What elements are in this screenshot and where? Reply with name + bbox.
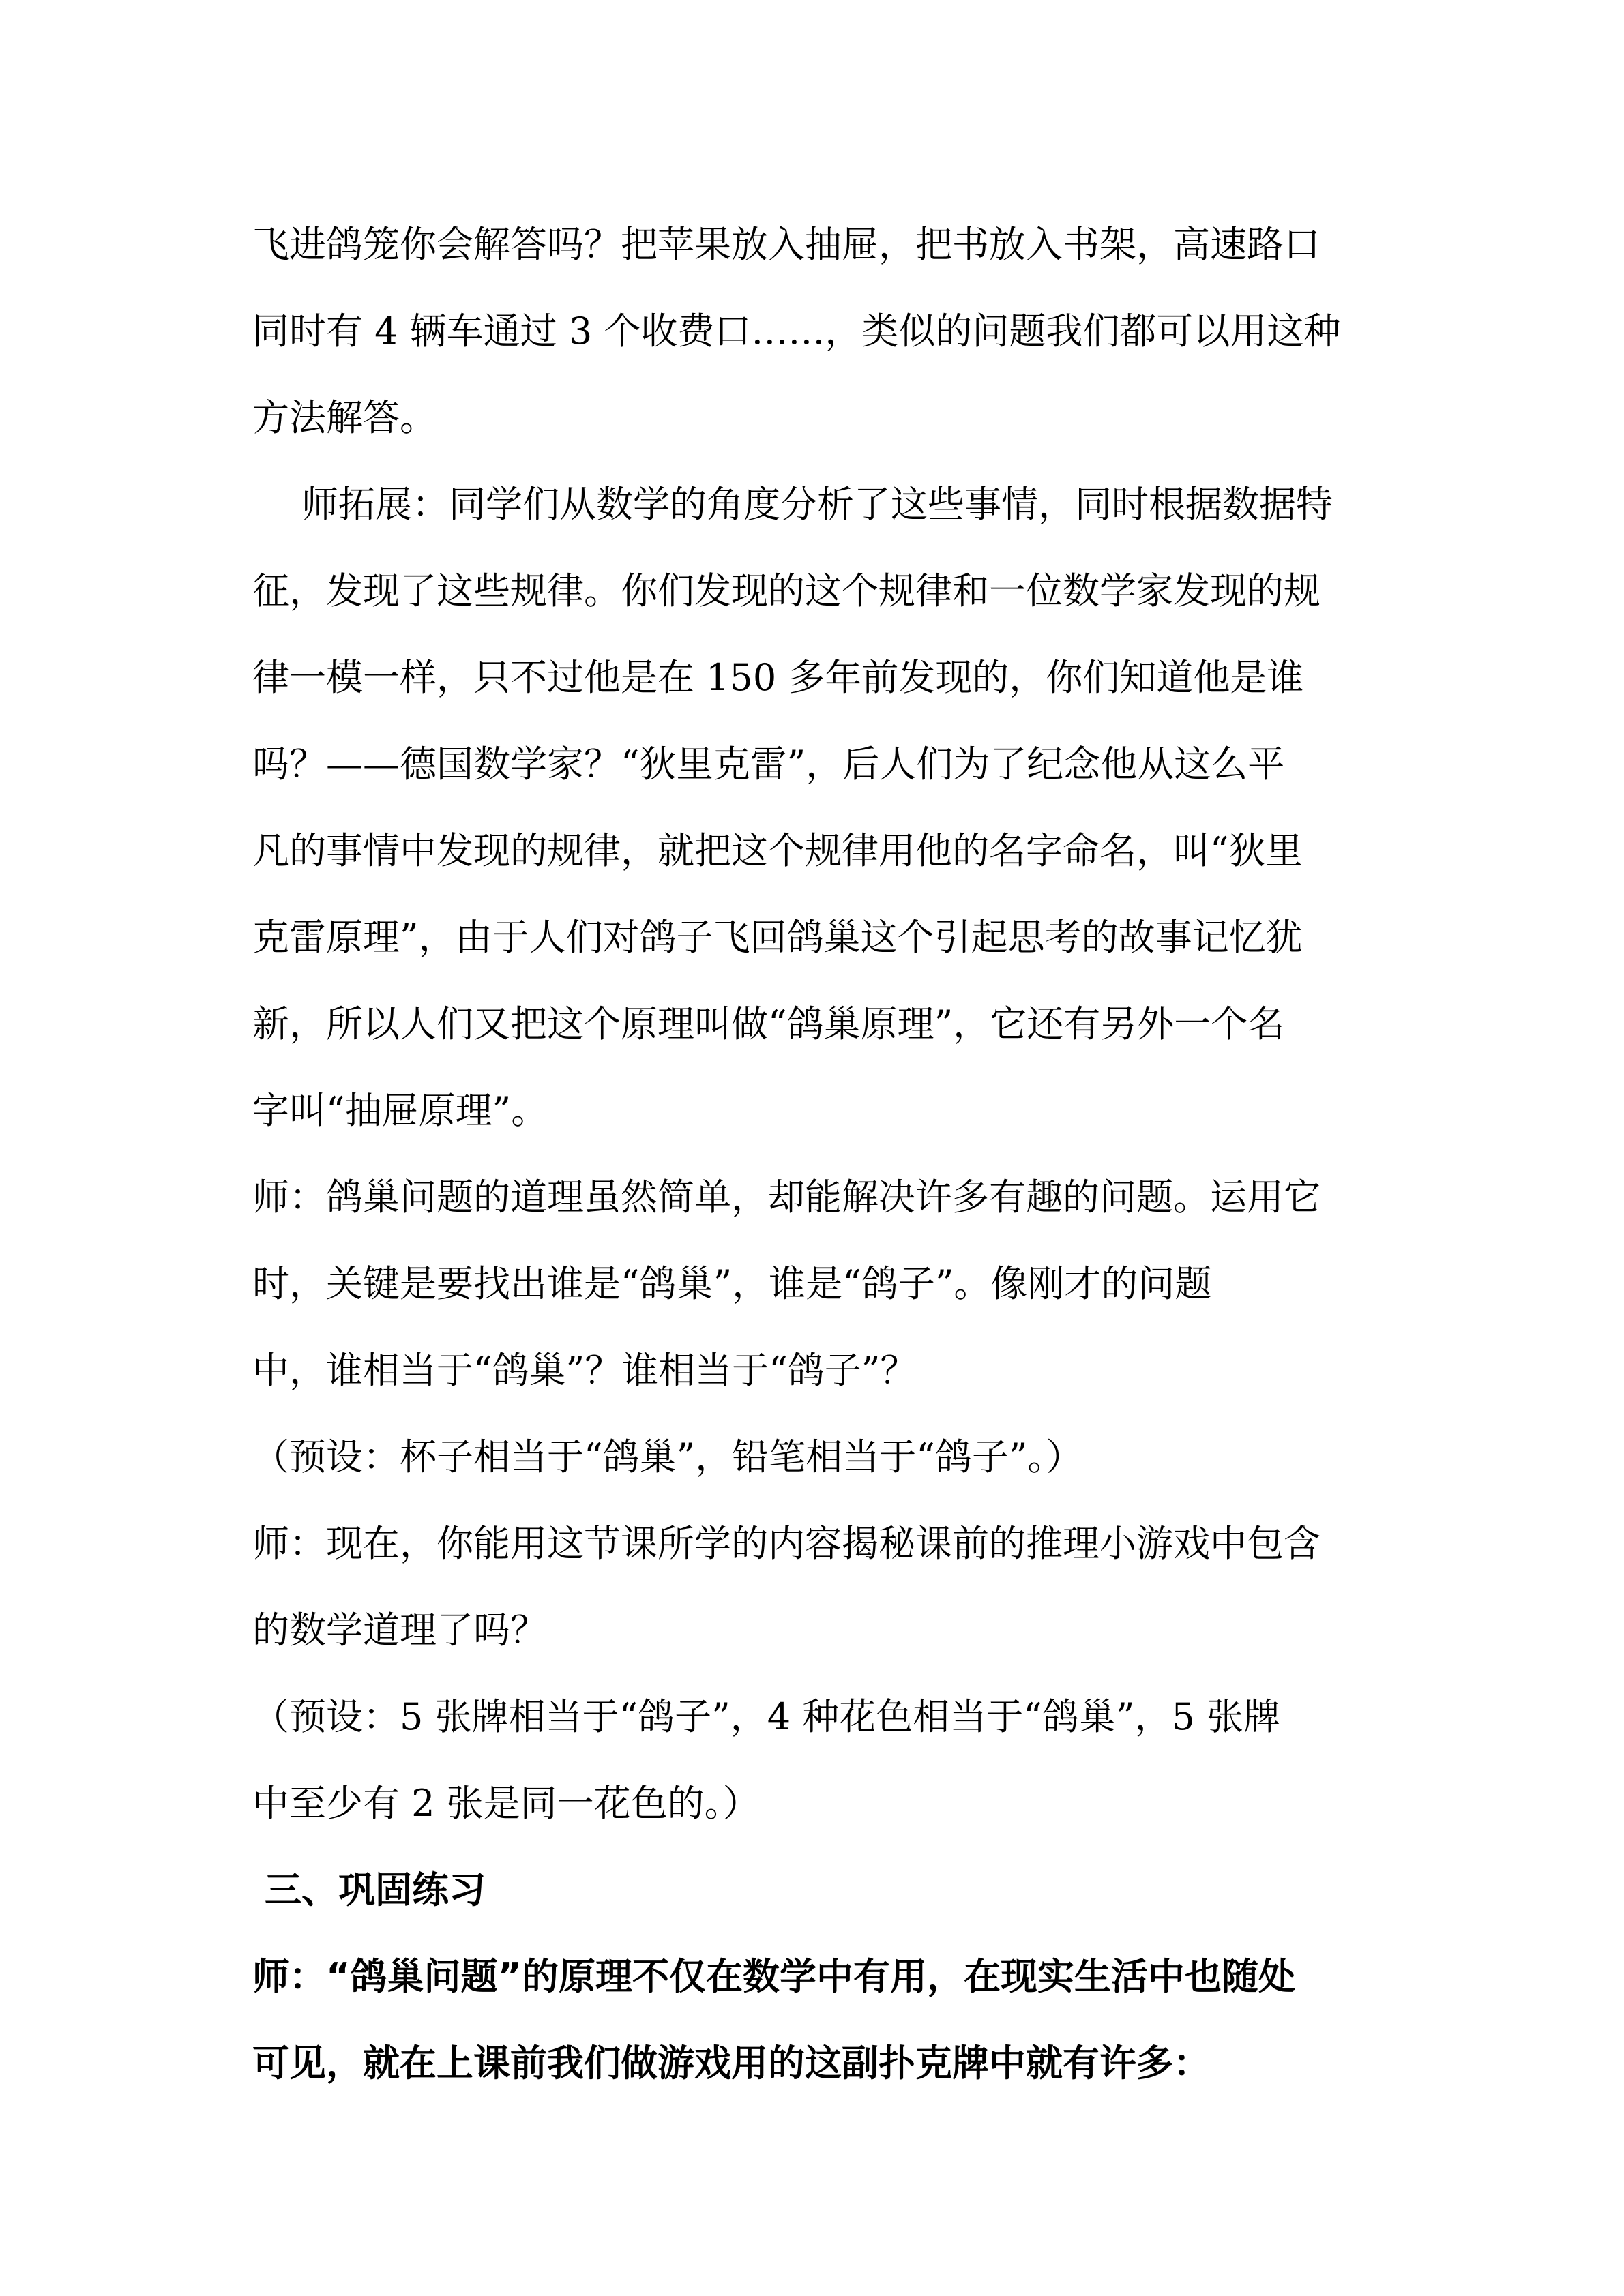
paragraph-teacher-question <box>252 1154 1398 1414</box>
text-line: 师：鸽巢问题的道理虽然简单，却能解决许多有趣的问题。运用它 <box>252 1176 1320 1219</box>
text-line: 中至少有 2 张是同一花色的。） <box>252 1782 760 1825</box>
paragraph-teacher-practice-intro <box>252 1933 1398 2106</box>
text-line: 中，谁相当于“鸽巢”？谁相当于“鸽子”？ <box>252 1349 917 1392</box>
text-line: 凡的事情中发现的规律，就把这个规律用他的名字命名，叫“狄里 <box>252 829 1303 872</box>
paragraph-teacher-game-question <box>252 1500 1398 1673</box>
section-heading-practice <box>252 1847 1398 1933</box>
text-line: （预设：杯子相当于“鸽巢”，铅笔相当于“鸽子”。） <box>252 1435 1083 1478</box>
paragraph-preset-answer-2 <box>252 1673 1398 1847</box>
text-line: 方法解答。 <box>252 396 437 439</box>
text-line: 吗？——德国数学家？“狄里克雷”，后人们为了纪念他从这么平 <box>252 743 1285 786</box>
text-line: 的数学道理了吗？ <box>252 1609 547 1652</box>
paragraph-teacher-extension <box>252 461 1398 1154</box>
text-line: 师拓展：同学们从数学的角度分析了这些事情，同时根据数据特 <box>301 483 1333 526</box>
text-line: 律一模一样，只不过他是在 150 多年前发现的，你们知道他是谁 <box>252 656 1304 699</box>
paragraph-preset-answer-1 <box>252 1414 1398 1500</box>
text-line: 师：“鸽巢问题”的原理不仅在数学中有用，在现实生活中也随处 <box>252 1955 1295 1998</box>
text-line: 飞进鸽笼你会解答吗？把苹果放入抽屉，把书放入书架，高速路口 <box>252 223 1320 266</box>
document-body <box>252 201 1398 2106</box>
section-heading: 三、巩固练习 <box>265 1868 486 1911</box>
text-line: （预设：5 张牌相当于“鸽子”，4 种花色相当于“鸽巢”，5 张牌 <box>252 1695 1280 1738</box>
text-line: 可见，就在上课前我们做游戏用的这副扑克牌中就有许多： <box>252 2042 1210 2085</box>
text-line: 时，关键是要找出谁是“鸽巢”，谁是“鸽子”。像刚才的问题 <box>252 1262 1212 1305</box>
text-line: 新，所以人们又把这个原理叫做“鸽巢原理”，它还有另外一个名 <box>252 1002 1285 1045</box>
text-line: 征，发现了这些规律。你们发现的这个规律和一位数学家发现的规 <box>252 569 1320 612</box>
text-line: 克雷原理”，由于人们对鸽子飞回鸽巢这个引起思考的故事记忆犹 <box>252 916 1303 959</box>
paragraph-intro-continuation <box>252 201 1398 461</box>
text-line: 同时有 4 辆车通过 3 个收费口……，类似的问题我们都可以用这种 <box>252 310 1341 353</box>
text-line: 师：现在，你能用这节课所学的内容揭秘课前的推理小游戏中包含 <box>252 1522 1320 1565</box>
text-line: 字叫“抽屉原理”。 <box>252 1089 548 1132</box>
